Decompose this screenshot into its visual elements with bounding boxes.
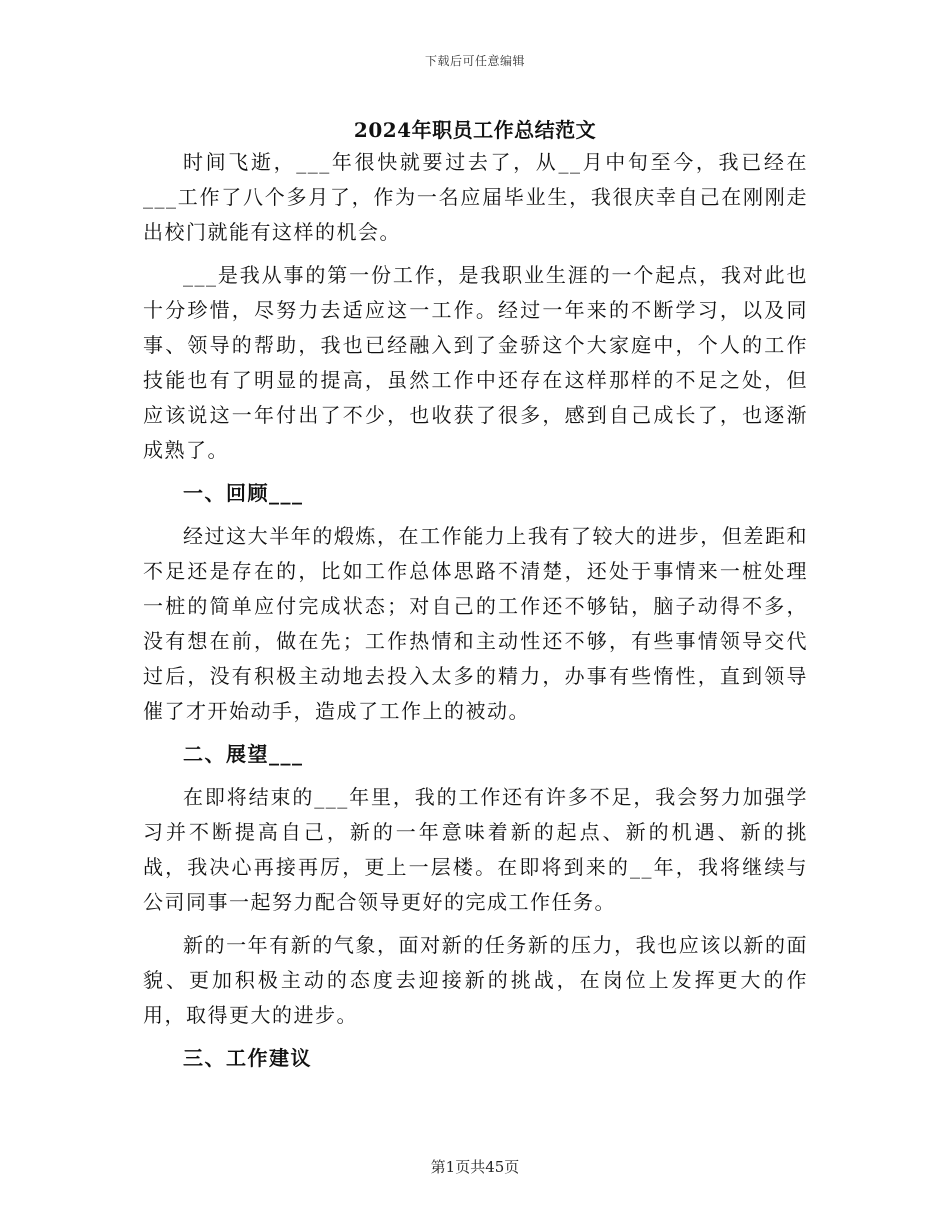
page-number-footer: 第1页共45页 — [430, 1158, 520, 1176]
section-heading-outlook: 二、展望___ — [183, 742, 304, 766]
paragraph-first-job: ___是我从事的第一份工作，是我职业生涯的一个起点，我对此也十分珍惜，尽努力去适应这一工作。经过一年来的不断学习，以及同事、领导的帮助，我也已经融入到了金骄这个大家庭中，个人的工作技能也有了明显的提高，虽然工作中还存在这样那样的不足之处，但应该说这一年付出了不少，也收获了很多，感到自己成长了，也逐渐成熟了。 — [143, 263, 808, 462]
section-heading-review: 一、回顾___ — [183, 481, 304, 505]
paragraph-new-year: 新的一年有新的气象，面对新的任务新的压力，我也应该以新的面貌、更加积极主动的态度去迎接新的挑战，在岗位上发挥更大的作用，取得更大的进步。 — [143, 933, 808, 1027]
section-heading-suggestions: 三、工作建议 — [183, 1046, 312, 1070]
paragraph-review: 经过这大半年的煅炼，在工作能力上我有了较大的进步，但差距和不足还是存在的，比如工作总体思路不清楚，还处于事情来一桩处理一桩的简单应付完成状态；对自己的工作还不够钻，脑子动得不多，没有想在前，做在先；工作热情和主动性还不够，有些事情领导交代过后，没有积极主动地去投入太多的精力，办事有些惰性，直到领导催了才开始动手，造成了工作上的被动。 — [143, 524, 808, 723]
header-note: 下载后可任意编辑 — [424, 54, 525, 68]
document-body — [143, 145, 808, 1084]
paragraph-outlook: 在即将结束的___年里，我的工作还有许多不足，我会努力加强学习并不断提高自己，新的一年意味着新的起点、新的机遇、新的挑战，我决心再接再厉，更上一层楼。在即将到来的__年，我将继续与公司同事一起努力配合领导更好的完成工作任务。 — [143, 785, 808, 914]
document-title: 2024年职员工作总结范文 — [353, 118, 597, 142]
paragraph-intro: 时间飞逝，___年很快就要过去了，从__月中旬至今，我已经在___工作了八个多月了，作为一名应届毕业生，我很庆幸自己在刚刚走出校门就能有这样的机会。 — [143, 150, 808, 244]
